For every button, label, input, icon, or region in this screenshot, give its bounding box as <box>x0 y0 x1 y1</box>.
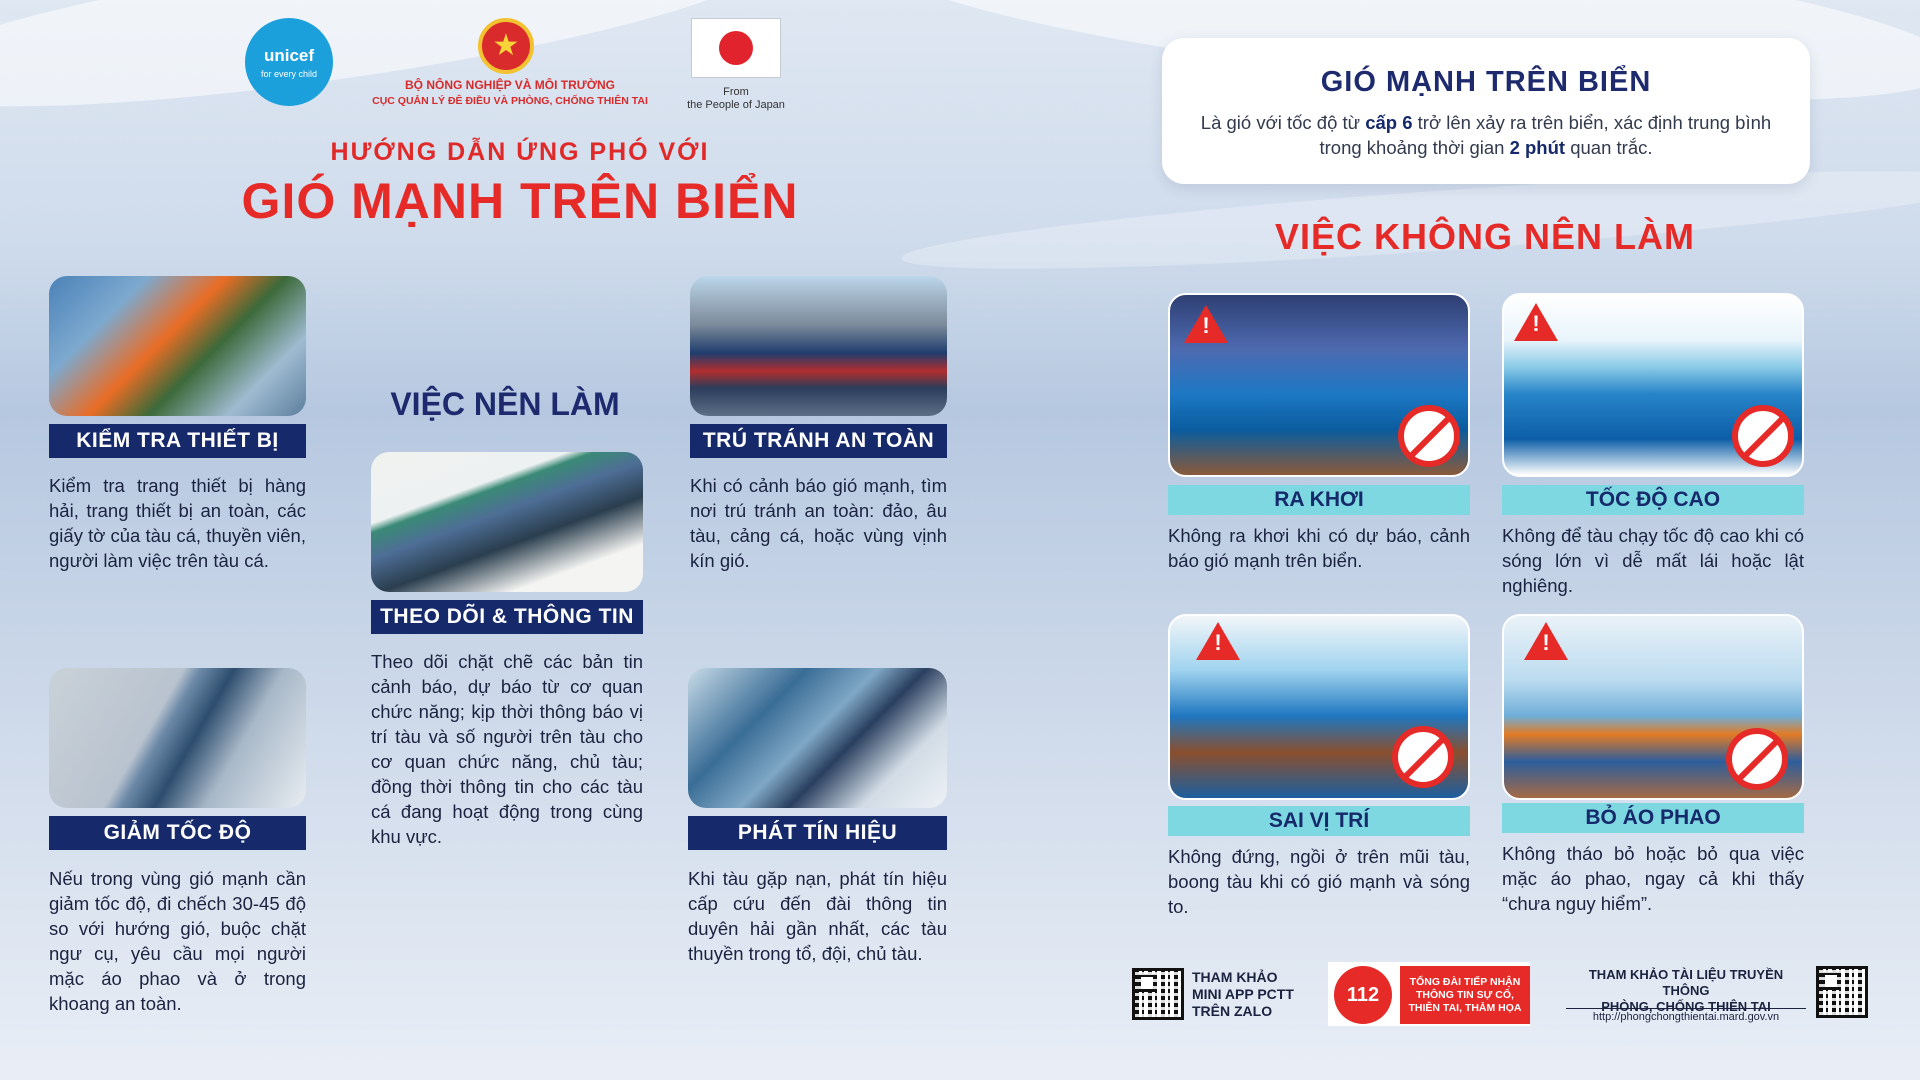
dos-label-reduce-speed: GIẢM TỐC ĐỘ <box>49 816 306 850</box>
donts-label-wrong-position: SAI VỊ TRÍ <box>1168 806 1470 836</box>
hotline-number: 112 <box>1334 966 1392 1024</box>
dos-label-send-signal: PHÁT TÍN HIỆU <box>688 816 947 850</box>
equipment-check-photo <box>49 276 306 416</box>
dos-label-check-equipment: KIỂM TRA THIẾT BỊ <box>49 424 306 458</box>
donts-label-go-to-sea: RA KHƠI <box>1168 485 1470 515</box>
donts-text-wrong-position: Không đứng, ngồi ở trên mũi tàu, boong tàu khi có gió mạnh và sóng to. <box>1168 846 1470 917</box>
miniapp-line3: TRÊN ZALO <box>1192 1003 1273 1019</box>
safe-harbor-photo <box>690 276 947 416</box>
donts-text-no-life-jacket: Không tháo bỏ hoặc bỏ qua việc mặc áo phao, ngay cả khi thấy “chưa nguy hiểm”. <box>1502 843 1804 914</box>
go-to-sea-illustration: ! <box>1168 293 1470 477</box>
definition-highlight-duration: 2 phút <box>1509 137 1566 158</box>
donts-heading: VIỆC KHÔNG NÊN LÀM <box>1274 216 1695 257</box>
dos-text-monitor-inform: Theo dõi chặt chẽ các bản tin cảnh báo, dự báo từ cơ quan chức năng; kịp thời thông báo vị trí tàu và số người trên tàu cho cơ quan chức năng, chủ tàu; đồng thời thông tin cho các tàu cá đang hoạt động trong cùng khu vực. <box>371 651 643 847</box>
radio-station-photo <box>688 668 947 808</box>
hotline-line2: THÔNG TIN SỰ CỐ, <box>1416 988 1514 1001</box>
high-speed-illustration: ! <box>1502 293 1804 477</box>
japan-caption <box>672 86 800 112</box>
miniapp-caption <box>1192 969 1312 1020</box>
monitoring-photo <box>371 452 643 592</box>
japan-flag-icon <box>691 18 781 78</box>
miniapp-line2: MINI APP PCTT <box>1192 986 1294 1002</box>
docs-line1: THAM KHẢO TÀI LIỆU TRUYỀN THÔNG <box>1588 967 1784 998</box>
definition-highlight-level: cấp 6 <box>1365 112 1413 133</box>
japan-caption-line2: the People of Japan <box>687 99 785 111</box>
prohibited-icon <box>1726 728 1788 790</box>
poster-subtitle: HƯỚNG DẪN ỨNG PHÓ VỚI <box>330 138 710 166</box>
dos-text-safe-shelter: Khi có cảnh báo gió mạnh, tìm nơi trú tránh an toàn: đảo, âu tàu, cảng cá, hoặc vùng vịnh kín gió. <box>690 475 947 571</box>
japan-caption-line1: From <box>723 86 749 98</box>
dos-label-safe-shelter: TRÚ TRÁNH AN TOÀN <box>690 424 947 458</box>
hotline-line3: THIÊN TAI, THẢM HỌA <box>1408 1001 1522 1014</box>
poster-title: GIÓ MẠNH TRÊN BIỂN <box>241 173 799 229</box>
miniapp-line1: THAM KHẢO <box>1192 969 1278 985</box>
prohibited-icon <box>1392 726 1454 788</box>
department-name: CỤC QUẢN LÝ ĐÊ ĐIỀU VÀ PHÒNG, CHỐNG THIÊN TAI <box>372 95 648 107</box>
dos-heading: VIỆC NÊN LÀM <box>390 386 620 422</box>
definition-text-part1: Là gió với tốc độ từ <box>1200 112 1366 133</box>
unicef-name: unicef <box>263 45 315 65</box>
ministry-name: BỘ NÔNG NGHIỆP VÀ MÔI TRƯỜNG <box>405 78 615 92</box>
hotline-line1: TỔNG ĐÀI TIẾP NHẬN <box>1409 975 1521 988</box>
definition-title: GIÓ MẠNH TRÊN BIỂN <box>1320 66 1652 98</box>
no-life-jacket-illustration: ! <box>1502 614 1804 800</box>
docs-line2: PHÒNG, CHỐNG THIÊN TAI <box>1601 999 1771 1014</box>
prohibited-icon <box>1398 405 1460 467</box>
national-emblem-icon: ★ <box>478 18 534 74</box>
donts-text-high-speed: Không để tàu chạy tốc độ cao khi có sóng lớn vì dễ mất lái hoặc lật nghiêng. <box>1502 525 1804 596</box>
definition-text-part3: quan trắc. <box>1565 137 1653 158</box>
background-swoosh <box>0 0 784 142</box>
hotline-caption <box>1400 966 1530 1024</box>
docs-url-link[interactable]: http://phongchongthientai.mard.gov.vn <box>1566 1008 1806 1023</box>
donts-label-no-life-jacket: BỎ ÁO PHAO <box>1502 803 1804 833</box>
donts-label-high-speed: TỐC ĐỘ CAO <box>1502 485 1804 515</box>
prohibited-icon <box>1732 405 1794 467</box>
unicef-tagline: for every child <box>260 68 318 79</box>
unicef-logo <box>245 18 333 106</box>
dos-label-monitor-inform: THEO DÕI & THÔNG TIN <box>371 600 643 634</box>
donts-text-go-to-sea: Không ra khơi khi có dự báo, cảnh báo gió mạnh trên biển. <box>1168 525 1470 571</box>
dos-text-reduce-speed: Nếu trong vùng gió mạnh cần giảm tốc độ, đi chếch 30-45 độ so với hướng gió, buộc chặt ngư cụ, yêu cầu mọi người mặc áo phao và ở trong khoang an toàn. <box>49 868 306 1014</box>
wrong-position-illustration: ! <box>1168 614 1470 800</box>
dos-text-send-signal: Khi tàu gặp nạn, phát tín hiệu cấp cứu đến đài thông tin duyên hải gần nhất, các tàu thuyền trong tổ, đội, chủ tàu. <box>688 868 947 964</box>
reduce-speed-photo <box>49 668 306 808</box>
dos-text-check-equipment: Kiểm tra trang thiết bị hàng hải, trang thiết bị an toàn, các giấy tờ của tàu cá, thuyền viên, người làm việc trên tàu cá. <box>49 475 306 571</box>
definition-text <box>1180 110 1792 160</box>
definition-text-part2: trở lên xảy ra trên biển, xác định trung bình trong khoảng thời gian <box>1319 112 1772 158</box>
